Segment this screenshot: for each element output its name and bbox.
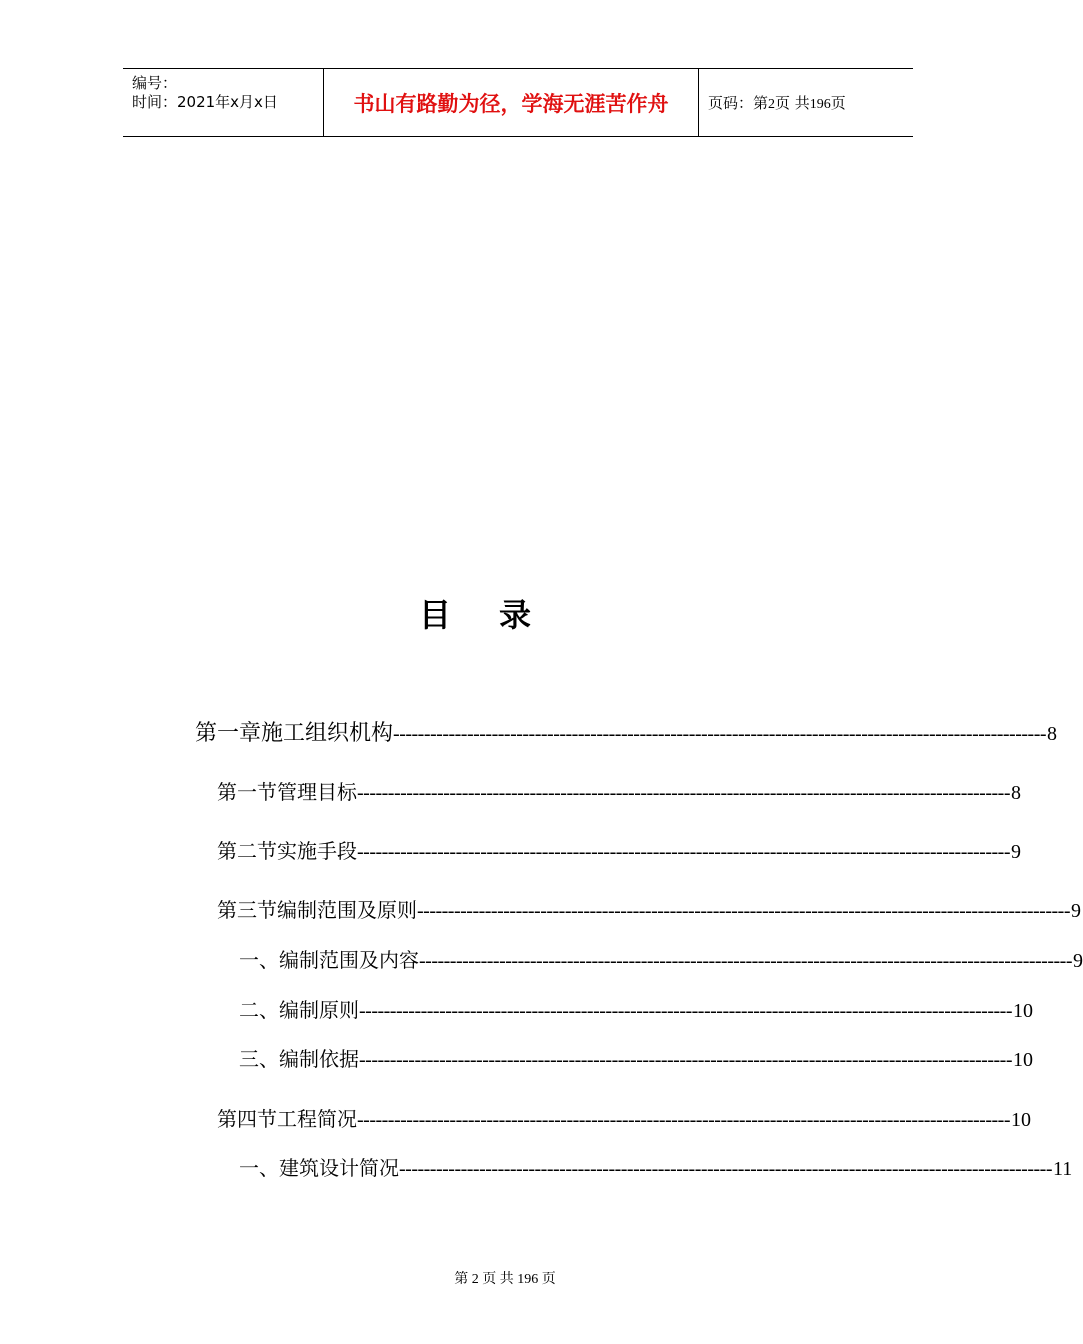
toc-title-text: 建筑设计简况 xyxy=(279,1156,399,1180)
toc-entry-section[interactable] xyxy=(217,835,1021,865)
toc-page: 11 xyxy=(1052,1158,1073,1180)
page-prefix: 页码：第 xyxy=(708,94,769,112)
toc-leader: ---------------------------------------------------------------------------------------------------------- xyxy=(359,1049,1012,1071)
toc-page: 10 xyxy=(1010,1109,1031,1131)
toc-leader: ---------------------------------------------------------------------------------------------------------- xyxy=(399,1158,1052,1180)
toc-page: 8 xyxy=(1047,723,1058,745)
toc-number: 一、 xyxy=(239,948,279,972)
toc-title-text: 编制范围及内容 xyxy=(279,948,419,972)
toc-page: 8 xyxy=(1010,782,1021,804)
toc-leader: ---------------------------------------------------------------------------------------------------------- xyxy=(357,1109,1010,1131)
header-motto: 书山有路勤为径，学海无涯苦作舟 xyxy=(353,91,669,116)
toc-entry-subsection[interactable] xyxy=(239,1043,1033,1073)
toc-entry-subsection[interactable] xyxy=(239,994,1033,1024)
toc-leader: ---------------------------------------------------------------------------------------------------------- xyxy=(357,841,1010,863)
toc-number: 三、 xyxy=(239,1047,279,1071)
header-motto-cell xyxy=(323,69,699,136)
toc-leader: ---------------------------------------------------------------------------------------------------------- xyxy=(359,1000,1012,1022)
page-suffix: 页 xyxy=(830,94,846,112)
toc-entry-section[interactable] xyxy=(217,776,1021,806)
header-page-info xyxy=(708,92,846,113)
toc-number: 第三节 xyxy=(217,898,277,922)
toc-title-text: 施工组织机构 xyxy=(261,721,394,746)
page-number: 2 xyxy=(768,97,776,112)
page-header xyxy=(123,68,913,137)
toc-leader: ---------------------------------------------------------------------------------------------------------- xyxy=(393,723,1047,745)
header-page-cell xyxy=(699,69,913,136)
toc-entry-section[interactable] xyxy=(217,1103,1031,1133)
toc-leader: ---------------------------------------------------------------------------------------------------------- xyxy=(357,782,1010,804)
toc-leader: ---------------------------------------------------------------------------------------------------------- xyxy=(417,900,1070,922)
toc-number: 一、 xyxy=(239,1156,279,1180)
toc-entry-subsection[interactable] xyxy=(239,944,1083,974)
page-mid: 页 共 xyxy=(775,94,810,112)
page-total: 196 xyxy=(809,97,831,112)
toc-page: 10 xyxy=(1012,1000,1033,1022)
header-date: 时间：2021年x月x日 xyxy=(132,93,278,111)
header-info-cell xyxy=(123,69,323,136)
toc-leader: ---------------------------------------------------------------------------------------------------------- xyxy=(419,950,1072,972)
toc-number: 第二节 xyxy=(217,839,277,863)
toc-title: 目录 xyxy=(418,596,579,634)
toc-number: 二、 xyxy=(239,998,279,1022)
toc-entry-section[interactable] xyxy=(217,894,1081,924)
toc-title-text: 编制依据 xyxy=(279,1047,359,1071)
toc-number: 第一节 xyxy=(217,780,277,804)
toc-title-text: 工程简况 xyxy=(277,1107,357,1131)
toc-entry-subsection[interactable] xyxy=(239,1152,1073,1182)
toc-title-text: 管理目标 xyxy=(277,780,357,804)
toc-page: 10 xyxy=(1012,1049,1033,1071)
toc-page: 9 xyxy=(1072,950,1083,972)
toc-title-text: 实施手段 xyxy=(277,839,357,863)
toc-number: 第四节 xyxy=(217,1107,277,1131)
toc-title-text: 编制范围及原则 xyxy=(277,898,417,922)
toc-number: 第一章 xyxy=(195,721,262,746)
toc-entry-chapter[interactable] xyxy=(195,716,1058,746)
page-footer: 第 2 页 共 196 页 xyxy=(454,1272,556,1287)
toc-page: 9 xyxy=(1070,900,1081,922)
toc-page: 9 xyxy=(1010,841,1021,863)
toc-title-text: 编制原则 xyxy=(279,998,359,1022)
header-serial: 编号： xyxy=(132,74,178,92)
